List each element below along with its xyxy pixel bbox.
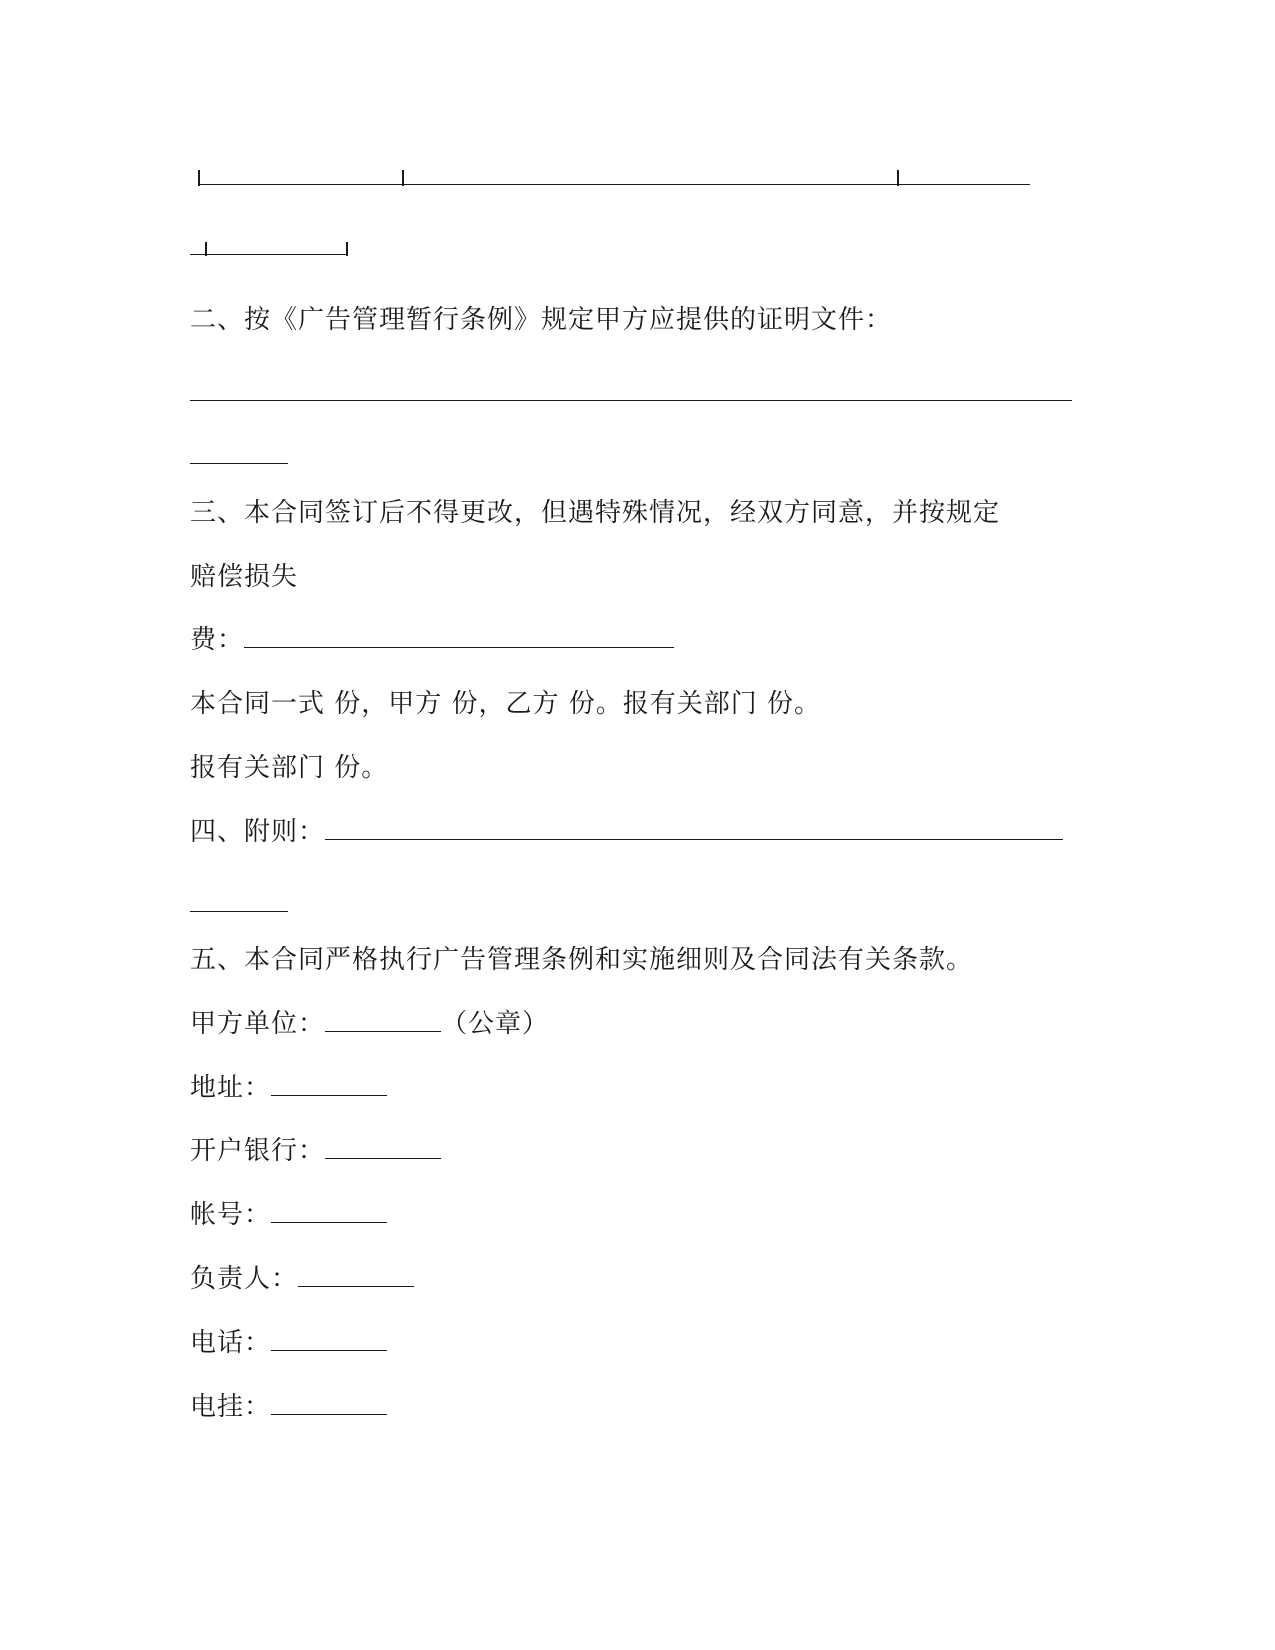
party-a-address-row — [190, 1072, 387, 1104]
section2-heading: 二、按《广告管理暂行条例》规定甲方应提供的证明文件： — [190, 305, 893, 335]
section4-blank-line-2[interactable] — [190, 911, 288, 912]
section3-line2: 赔偿损失 — [190, 562, 299, 592]
party-a-phone-row — [190, 1327, 387, 1359]
fee-blank[interactable] — [244, 625, 674, 648]
section2-blank-line-2[interactable] — [190, 463, 288, 464]
seal-label: （公章） — [441, 1009, 550, 1039]
fee-label: 费： — [190, 625, 245, 655]
phone-blank[interactable] — [271, 1328, 387, 1351]
section4-blank[interactable] — [325, 817, 1063, 840]
account-blank[interactable] — [271, 1200, 387, 1223]
party-a-account-row — [190, 1199, 387, 1231]
section5-text: 五、本合同严格执行广告管理条例和实施细则及合同法有关条款。 — [190, 945, 974, 975]
bank-label: 开户银行： — [190, 1136, 326, 1166]
unit-blank[interactable] — [325, 1009, 441, 1032]
person-label: 负责人： — [190, 1264, 299, 1294]
section2-blank-line-1[interactable] — [190, 400, 1072, 401]
copies-line2: 报有关部门 份。 — [190, 753, 389, 783]
account-label: 帐号： — [190, 1200, 272, 1230]
section3-fee-row — [190, 624, 674, 656]
section4-row — [190, 816, 1063, 848]
person-blank[interactable] — [298, 1264, 414, 1287]
cable-blank[interactable] — [271, 1392, 387, 1415]
party-a-cable-row — [190, 1391, 387, 1423]
phone-label: 电话： — [190, 1328, 272, 1358]
cable-label: 电挂： — [190, 1392, 272, 1422]
unit-label: 甲方单位： — [190, 1009, 326, 1039]
section3-line1: 三、本合同签订后不得更改，但遇特殊情况，经双方同意，并按规定 — [190, 498, 1001, 528]
address-blank[interactable] — [271, 1073, 387, 1096]
section4-label: 四、附则： — [190, 817, 326, 847]
party-a-person-row — [190, 1263, 414, 1295]
copies-line1: 本合同一式 份，甲方 份，乙方 份。报有关部门 份。 — [190, 689, 822, 719]
party-a-unit-row — [190, 1008, 549, 1040]
party-a-bank-row — [190, 1135, 441, 1167]
bank-blank[interactable] — [325, 1136, 441, 1159]
address-label: 地址： — [190, 1073, 272, 1103]
